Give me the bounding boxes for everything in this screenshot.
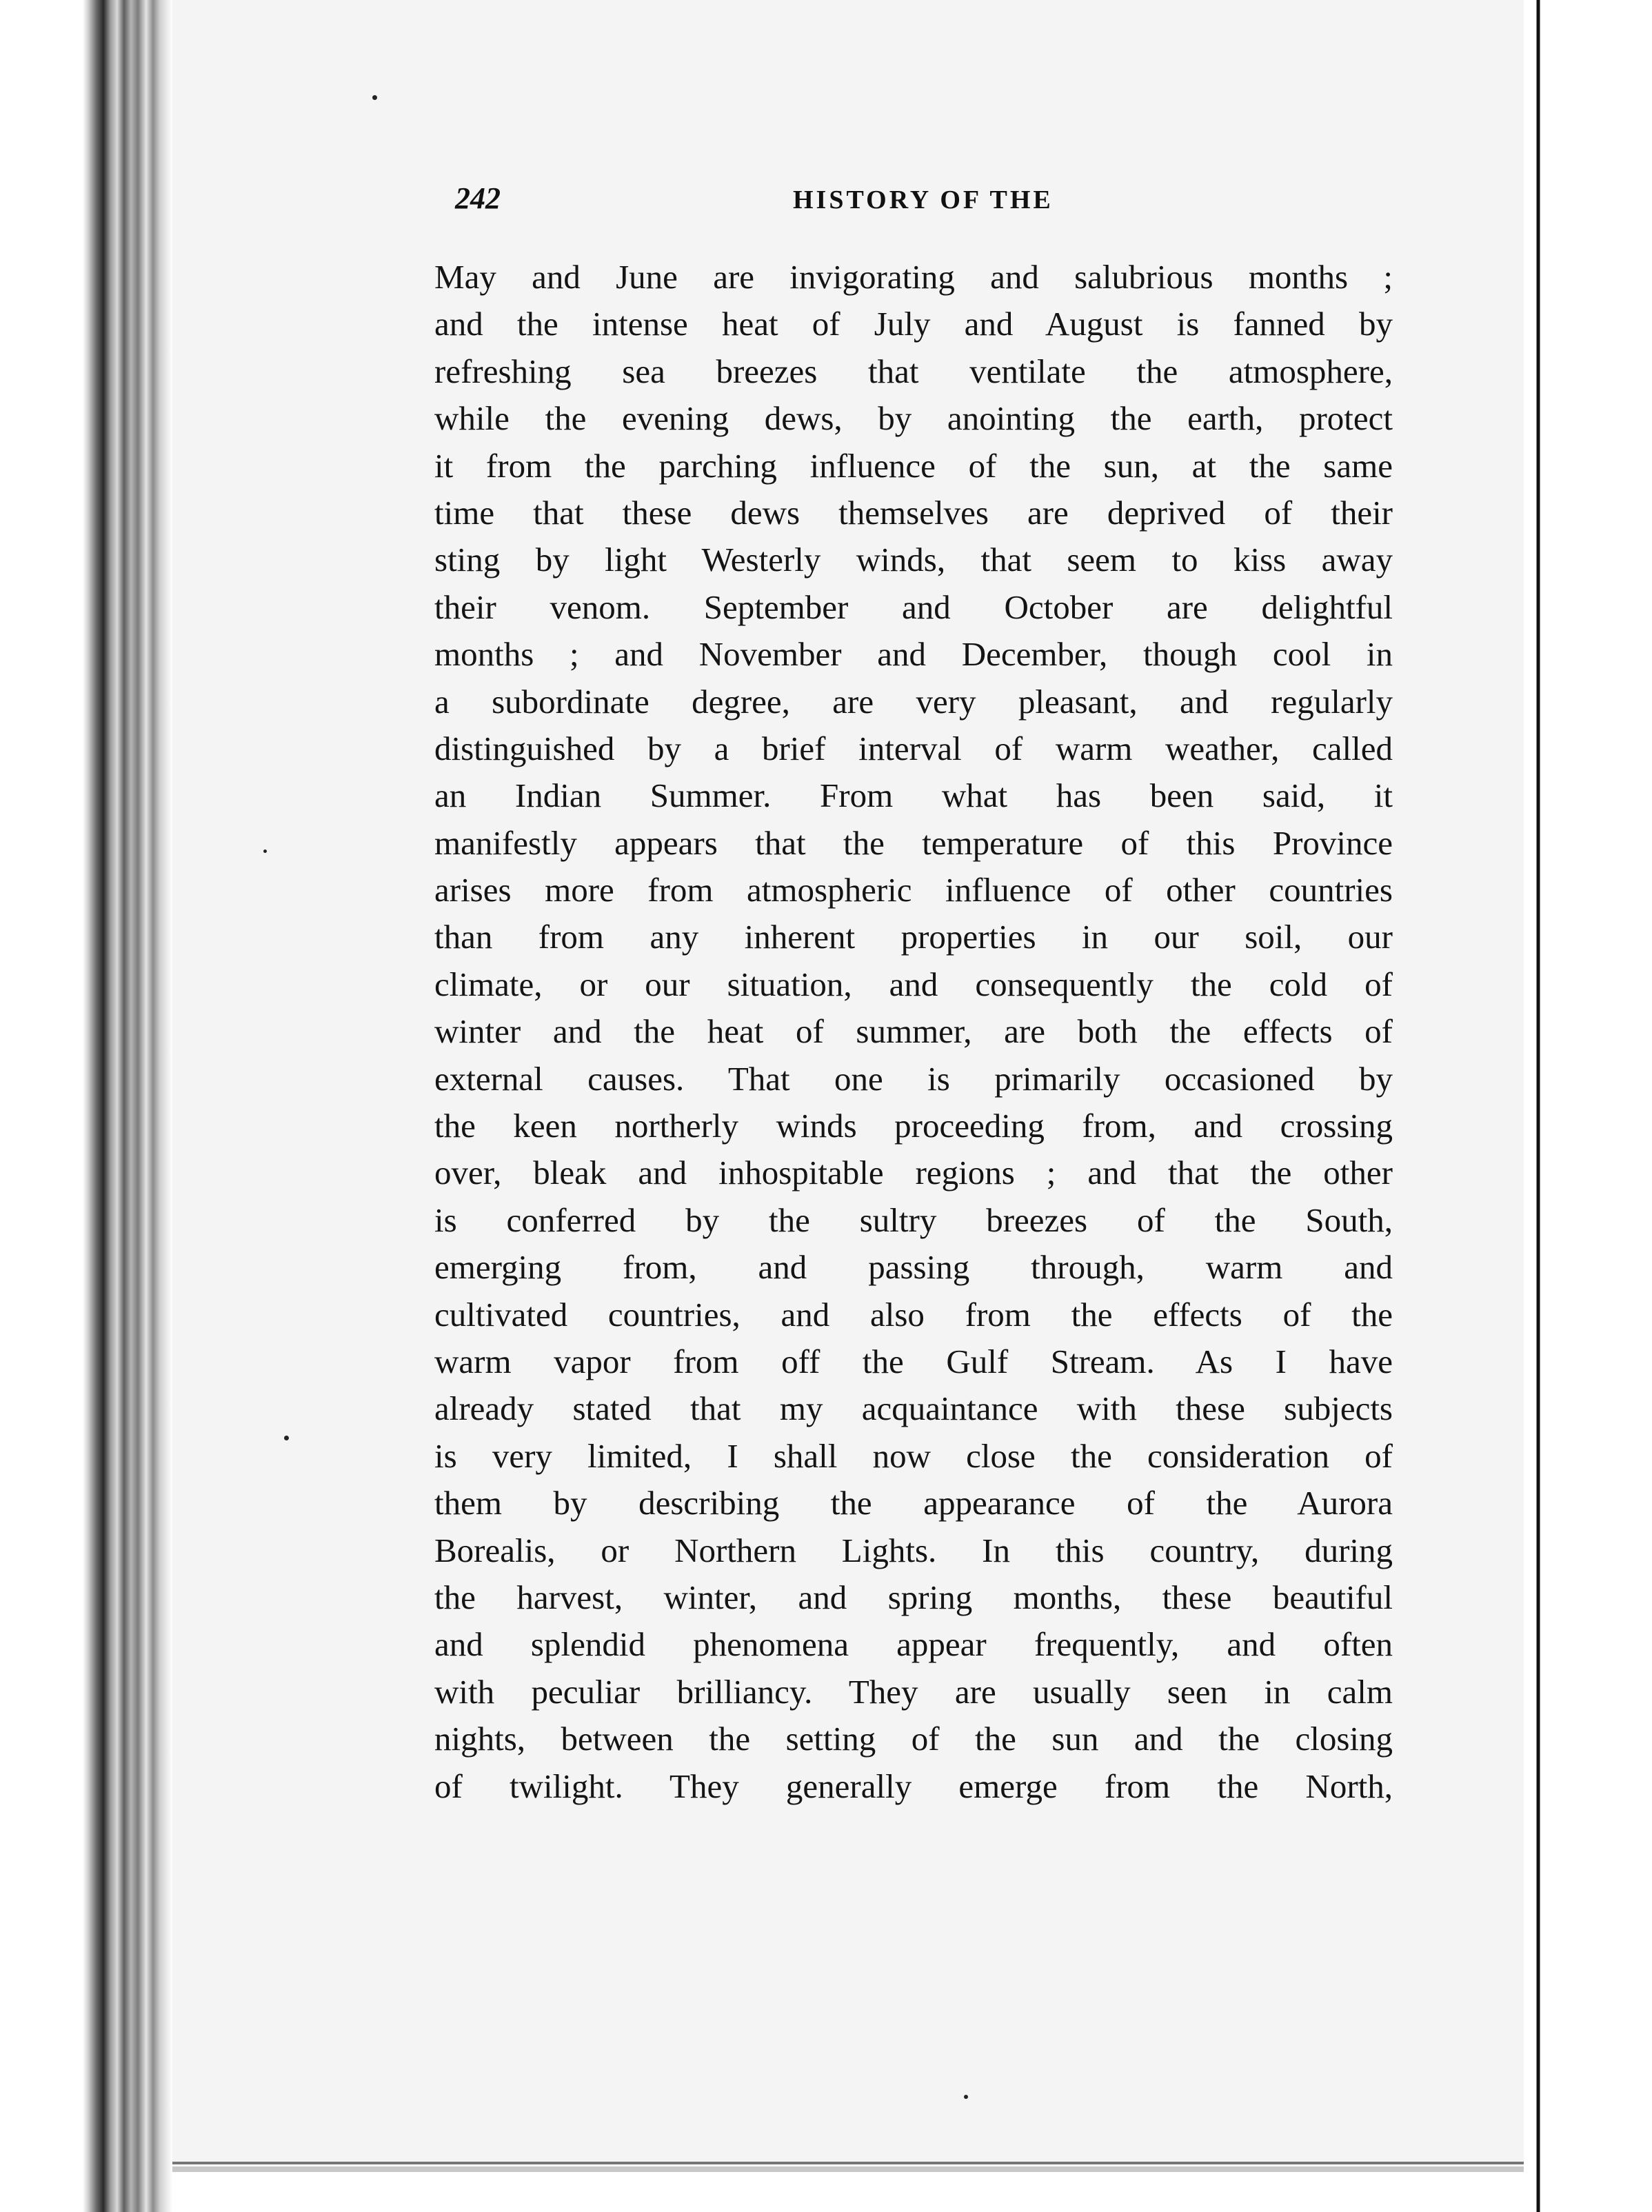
text-line: their venom. September and October are delightful: [434, 587, 1393, 626]
text-line: an Indian Summer. From what has been said, it: [434, 776, 1393, 815]
text-line: is conferred by the sultry breezes of the South,: [434, 1200, 1393, 1239]
text-line: with peculiar brilliancy. They are usually seen in calm: [434, 1672, 1393, 1711]
text-line: nights, between the setting of the sun and the closing: [434, 1720, 1393, 1758]
text-line: arises more from atmospheric influence of other countries: [434, 871, 1393, 909]
text-line: sting by light Westerly winds, that seem to kiss away: [434, 541, 1393, 579]
text-line: May and June are invigorating and salubrious months ;: [434, 258, 1393, 296]
text-line: Borealis, or Northern Lights. In this country, during: [434, 1531, 1393, 1569]
scan-speck: [263, 849, 267, 853]
text-line: of twilight. They generally emerge from the North,: [434, 1767, 1393, 1805]
text-line: refreshing sea breezes that ventilate the atmosphere,: [434, 352, 1393, 390]
running-head: HISTORY OF THE: [793, 185, 1054, 214]
scan-speck: [284, 1436, 289, 1440]
book-binding-edge: [0, 0, 172, 2212]
text-line: distinguished by a brief interval of warm weather, called: [434, 729, 1393, 767]
text-line: cultivated countries, and also from the effects of the: [434, 1295, 1393, 1334]
text-line: manifestly appears that the temperature of this Province: [434, 823, 1393, 862]
text-line: already stated that my acquaintance with these subjects: [434, 1389, 1393, 1428]
text-line: warm vapor from off the Gulf Stream. As I have: [434, 1342, 1393, 1380]
text-line: and the intense heat of July and August is fanned by: [434, 305, 1393, 343]
page-bottom-edge: [172, 2166, 1524, 2172]
scan-speck: [964, 2095, 968, 2099]
text-line: it from the parching influence of the sun, at the same: [434, 446, 1393, 485]
text-line: while the evening dews, by anointing the earth, protect: [434, 399, 1393, 438]
text-line: than from any inherent properties in our soil, our: [434, 918, 1393, 956]
text-line: is very limited, I shall now close the consideration of: [434, 1436, 1393, 1475]
page-header: [455, 181, 1389, 222]
page-right-edge: [1524, 0, 1544, 2212]
text-line: months ; and November and December, though cool in: [434, 635, 1393, 674]
text-line: time that these dews themselves are deprived of their: [434, 493, 1393, 532]
scan-speck: [372, 95, 377, 100]
text-line: and splendid phenomena appear frequently, and often: [434, 1625, 1393, 1664]
text-line: emerging from, and passing through, warm and: [434, 1248, 1393, 1287]
text-line: over, bleak and inhospitable regions ; and that the other: [434, 1154, 1393, 1192]
text-line: the harvest, winter, and spring months, these beautiful: [434, 1578, 1393, 1616]
text-line: climate, or our situation, and consequently the cold of: [434, 965, 1393, 1003]
text-line: winter and the heat of summer, are both the effects of: [434, 1012, 1393, 1051]
text-line: them by describing the appearance of the Aurora: [434, 1484, 1393, 1522]
text-line: external causes. That one is primarily occasioned by: [434, 1059, 1393, 1098]
page-number: 242: [455, 181, 501, 215]
body-text: [434, 254, 1393, 1810]
text-line: the keen northerly winds proceeding from, and crossing: [434, 1107, 1393, 1145]
text-line: a subordinate degree, are very pleasant, and regularly: [434, 682, 1393, 721]
